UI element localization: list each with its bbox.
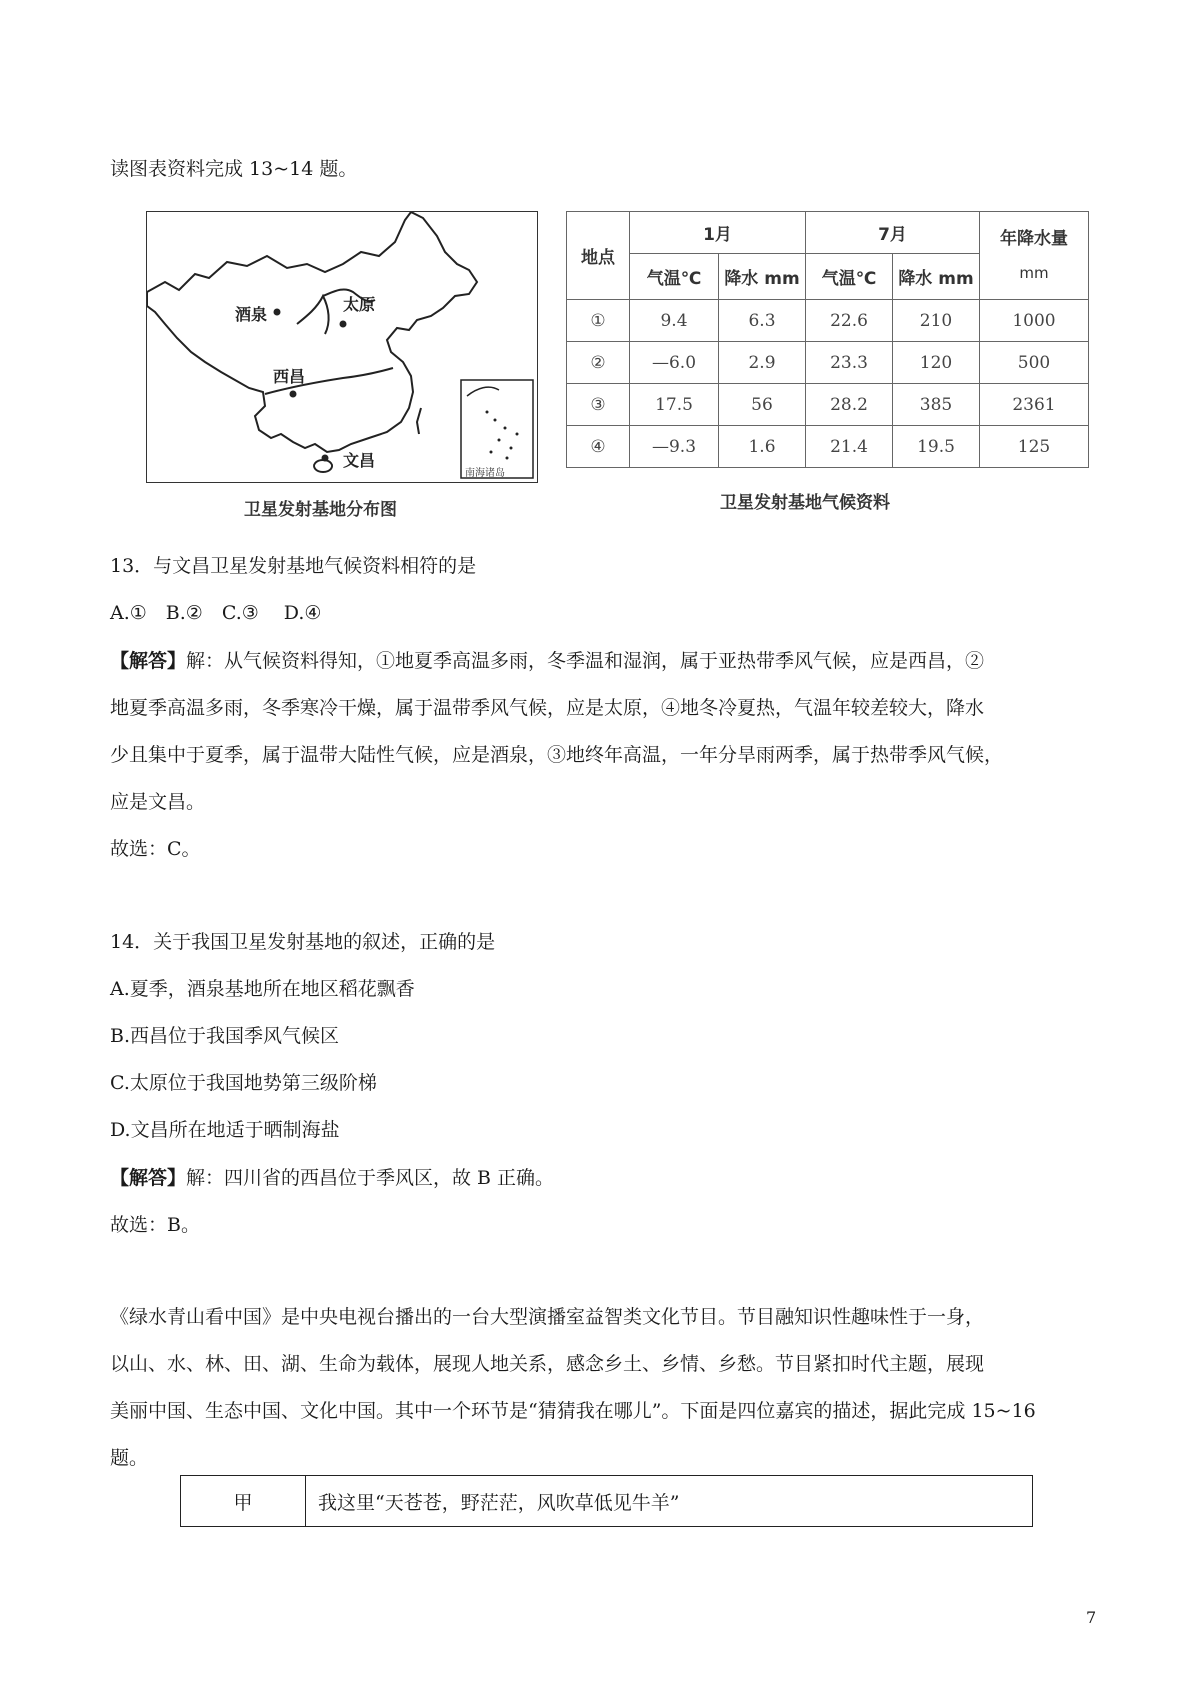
- q13-stem: 13．与文昌卫星发射基地气候资料相符的是: [110, 555, 477, 577]
- satellite-base-map: [146, 211, 538, 483]
- guest-label: 甲: [181, 1476, 306, 1527]
- city-label-wenchang: 文昌: [343, 451, 376, 470]
- q14-option-a: A.夏季，酒泉基地所在地区稻花飘香: [110, 978, 415, 1000]
- subheader-jul-temp: 气温℃: [806, 254, 893, 300]
- table-cell: 22.6: [806, 300, 893, 342]
- passage-line-1: 《绿水青山看中国》是中央电视台播出的一台大型演播室益智类文化节目。节目融知识性趣味性于一身，: [110, 1306, 985, 1328]
- city-label-xichang: 西昌: [273, 367, 306, 386]
- table-cell: 9.4: [630, 300, 719, 342]
- table-cell: —6.0: [630, 342, 719, 384]
- table-cell: ③: [567, 384, 630, 426]
- header-july: 7月: [806, 212, 980, 254]
- table-cell: 385: [893, 384, 980, 426]
- table-row: [181, 1476, 1033, 1527]
- table-cell: 21.4: [806, 426, 893, 468]
- table-cell: 1000: [980, 300, 1089, 342]
- table-caption: 卫星发射基地气候资料: [720, 493, 890, 513]
- table-cell: 500: [980, 342, 1089, 384]
- q14-option-c: C.太原位于我国地势第三级阶梯: [110, 1072, 377, 1094]
- table-row: [567, 342, 1089, 384]
- table-cell: 125: [980, 426, 1089, 468]
- q14-option-d: D.文昌所在地适于晒制海盐: [110, 1119, 340, 1141]
- table-cell: ②: [567, 342, 630, 384]
- table-cell: 56: [719, 384, 806, 426]
- q13-answer-line-4: 应是文昌。: [110, 791, 206, 813]
- answer-tag: 【解答】: [110, 650, 187, 672]
- intro-text: 读图表资料完成 13~14 题。: [110, 158, 358, 180]
- table-cell: 2.9: [719, 342, 806, 384]
- subheader-jan-temp: 气温℃: [630, 254, 719, 300]
- city-label-taiyuan: 太原: [343, 295, 376, 314]
- climate-data-table: [566, 211, 1089, 468]
- page-number: 7: [1086, 1608, 1097, 1627]
- q13-choice: 故选：C。: [110, 838, 201, 860]
- header-annual-precipitation: 年降水量 mm: [980, 212, 1089, 300]
- table-cell: 2361: [980, 384, 1089, 426]
- map-caption: 卫星发射基地分布图: [244, 500, 397, 520]
- table-row: [567, 300, 1089, 342]
- q14-answer: 【解答】解：四川省的西昌位于季风区，故 B 正确。: [110, 1167, 555, 1189]
- q14-choice: 故选：B。: [110, 1214, 200, 1236]
- table-cell: 120: [893, 342, 980, 384]
- guess-table: [180, 1475, 1033, 1527]
- china-map-outline: [147, 212, 537, 482]
- table-cell: 1.6: [719, 426, 806, 468]
- table-cell: 17.5: [630, 384, 719, 426]
- city-label-jiuquan: 酒泉: [235, 305, 268, 324]
- table-cell: ④: [567, 426, 630, 468]
- q14-option-b: B.西昌位于我国季风气候区: [110, 1025, 340, 1047]
- answer-tag: 【解答】: [110, 1167, 187, 1189]
- passage-line-3: 美丽中国、生态中国、文化中国。其中一个环节是“猜猜我在哪儿”。下面是四位嘉宾的描述，据此完成 15~16: [110, 1400, 1036, 1422]
- table-cell: 210: [893, 300, 980, 342]
- subheader-jan-precip: 降水 mm: [719, 254, 806, 300]
- table-row: [567, 384, 1089, 426]
- q13-answer-line-1: 【解答】解：从气候资料得知，①地夏季高温多雨，冬季温和湿润，属于亚热带季风气候，应是西昌，②: [110, 650, 985, 672]
- inset-label: 南海诸岛: [465, 468, 505, 479]
- table-cell: ①: [567, 300, 630, 342]
- q14-stem: 14．关于我国卫星发射基地的叙述，正确的是: [110, 931, 496, 953]
- table-cell: 19.5: [893, 426, 980, 468]
- q13-answer-line-3: 少且集中于夏季，属于温带大陆性气候，应是酒泉，③地终年高温，一年分旱雨两季，属于热带季风气候，: [110, 744, 1004, 766]
- q13-options: A.① B.② C.③ D.④: [110, 602, 322, 624]
- table-cell: 6.3: [719, 300, 806, 342]
- guest-description: 我这里“天苍苍，野茫茫，风吹草低见牛羊”: [306, 1476, 1033, 1527]
- table-cell: —9.3: [630, 426, 719, 468]
- q13-answer-line-2: 地夏季高温多雨，冬季寒冷干燥，属于温带季风气候，应是太原，④地冬冷夏热，气温年较差较大，降水: [110, 697, 985, 719]
- passage-line-2: 以山、水、林、田、湖、生命为载体，展现人地关系，感念乡土、乡情、乡愁。节目紧扣时代主题，展现: [110, 1353, 985, 1375]
- subheader-jul-precip: 降水 mm: [893, 254, 980, 300]
- table-cell: 23.3: [806, 342, 893, 384]
- header-january: 1月: [630, 212, 806, 254]
- table-cell: 28.2: [806, 384, 893, 426]
- table-row: [567, 426, 1089, 468]
- header-place: 地点: [567, 212, 630, 300]
- passage-line-4: 题。: [110, 1447, 149, 1469]
